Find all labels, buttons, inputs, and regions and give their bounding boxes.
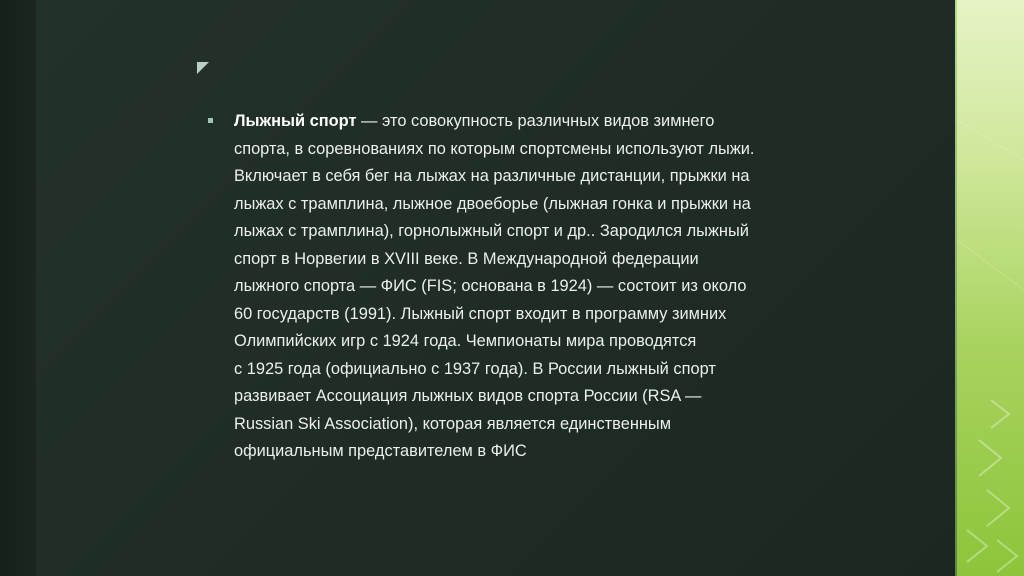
text-line: 60 государств (1991). Лыжный спорт входит в программу зимних <box>234 304 727 323</box>
text-line: Включает в себя бег на лыжах на различные дистанции, прыжки на <box>234 167 750 185</box>
diagonal-line-icon <box>957 240 1024 290</box>
text-line: Russian Ski Association), которая является единственным <box>234 414 671 433</box>
text-line: лыжах с трамплина), горнолыжный спорт и др.. Зародился лыжный <box>234 222 749 240</box>
text-line: Олимпийских игр с 1924 года. Чемпионаты мира проводятся <box>234 332 697 350</box>
text-line: спорта, в соревнованиях по которым спортсмены используют лыжи. <box>234 139 755 158</box>
chevron-decoration-icon <box>957 0 1024 576</box>
chevron-icon <box>979 440 1001 476</box>
corner-triangle-icon <box>197 62 209 74</box>
square-bullet-icon <box>208 118 213 123</box>
text-line: лыжного спорта — ФИС (FIS; основана в 1924) — состоит из около <box>234 277 747 295</box>
text-line: лыжах с трамплина, лыжное двоеборье (лыжная гонка и прыжки на <box>234 194 751 213</box>
chevron-icon <box>967 530 987 562</box>
text-line: развивает Ассоциация лыжных видов спорта России (RSA — <box>234 387 702 405</box>
text-line: спорт в Норвегии в XVIII веке. В Международной федерации <box>234 249 699 268</box>
text-line: официальным представителем в ФИС <box>234 442 527 460</box>
bullet-text <box>208 108 848 466</box>
left-dark-strip <box>0 0 36 576</box>
bullet-list <box>208 108 848 466</box>
text-line: — это совокупность различных видов зимнего <box>356 112 715 130</box>
chevron-icon <box>997 540 1017 572</box>
chevron-icon <box>991 400 1009 428</box>
text-line: с 1925 года (официально с 1937 года). В России лыжный спорт <box>234 359 716 378</box>
diagonal-line-icon <box>957 120 1024 160</box>
chevron-icon <box>987 490 1009 526</box>
bullet-term: Лыжный спорт <box>234 112 357 130</box>
